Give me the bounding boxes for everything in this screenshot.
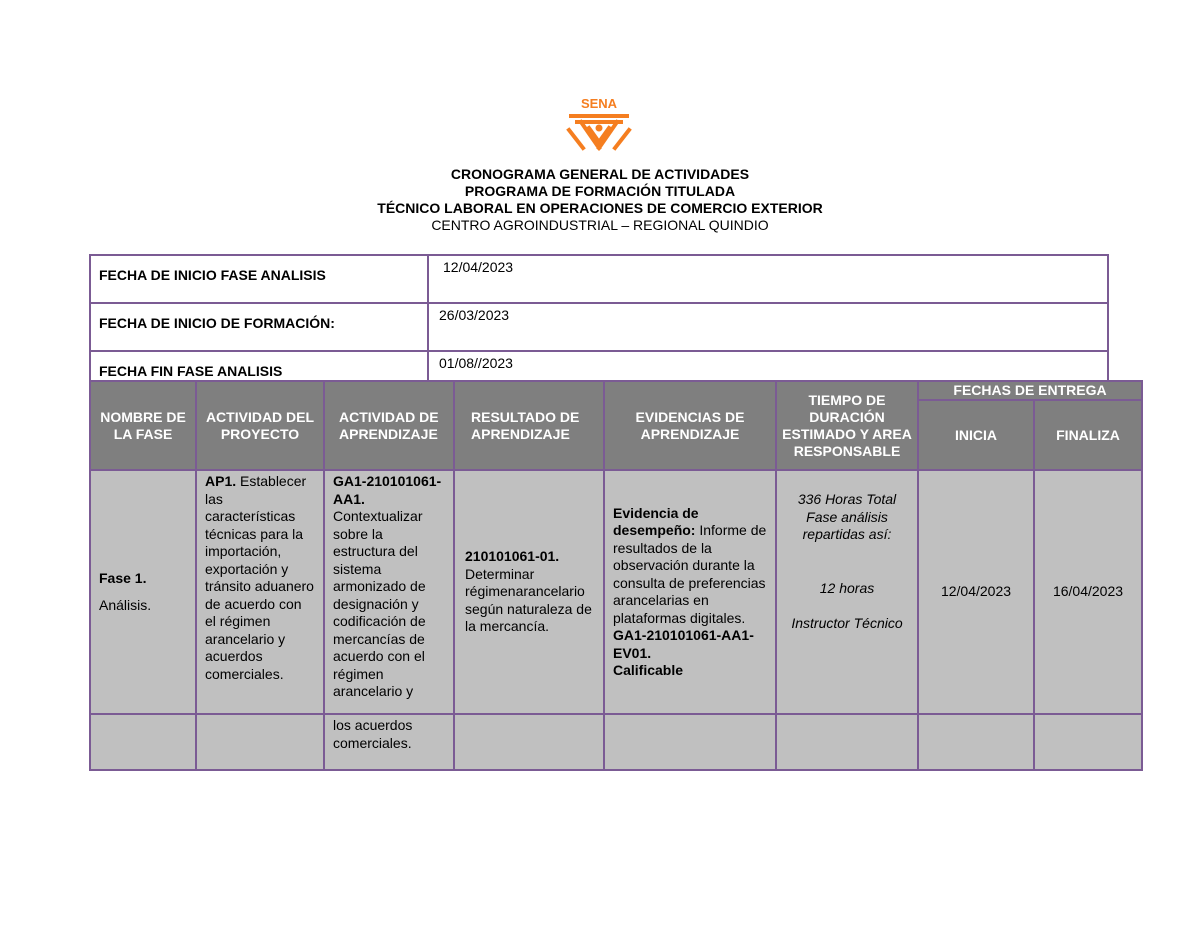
evidencia-calif: Calificable <box>613 662 684 678</box>
header-fase: NOMBRE DE LA FASE <box>90 381 196 470</box>
cell-actividad-aprendizaje-cont: los acuerdos comerciales. <box>324 714 454 770</box>
cell-resultado <box>454 470 604 714</box>
date-value: 01/08//2023 <box>428 351 1108 399</box>
title-line-2: PROGRAMA DE FORMACIÓN TITULADA <box>464 183 736 199</box>
document-title-block <box>0 166 1200 234</box>
cell-actividad-proyecto <box>196 470 324 714</box>
table-row <box>90 470 1142 714</box>
date-label: FECHA DE INICIO DE FORMACIÓN: <box>90 303 428 351</box>
ap-text: Establecer las características técnicas para la importación, exportación y tránsito aduanero de acuerdo con el régimen arancelario y acuerdos comerciales. <box>205 473 314 682</box>
header-inicia: INICIA <box>918 400 1034 470</box>
empty-cell <box>196 714 324 770</box>
empty-cell <box>1034 714 1142 770</box>
resultado-text: Determinar régimenarancelario según naturaleza de la mercancía. <box>465 565 592 635</box>
fase-name: Análisis. <box>99 597 152 613</box>
header-actividad-proyecto: ACTIVIDAD DEL PROYECTO <box>196 381 324 470</box>
header-evidencias: EVIDENCIAS DE APRENDIZAJE <box>604 381 776 470</box>
cell-actividad-aprendizaje <box>324 470 454 714</box>
fase-title: Fase 1. <box>99 569 147 586</box>
date-label: FECHA FIN FASE ANALISIS <box>90 351 428 399</box>
evidencia-code: GA1-210101061-AA1-EV01. <box>613 627 754 661</box>
cell-finaliza: 16/04/2023 <box>1034 470 1142 714</box>
tiempo-horas: 12 horas <box>819 579 875 596</box>
table-row <box>90 714 1142 770</box>
resultado-code: 210101061-01. <box>465 548 560 565</box>
evidencia-text: Informe de resultados de la observación durante la consulta de preferencias arancelarias en plataformas digitales. <box>613 522 767 626</box>
evidencia-title: Evidencia de desempeño: <box>613 504 699 538</box>
cell-evidencias <box>604 470 776 714</box>
sena-logo-text: SENA <box>580 96 618 111</box>
sena-logo <box>563 96 635 152</box>
dates-table <box>89 254 1109 400</box>
date-value: 12/04/2023 <box>428 255 1108 303</box>
header-fechas-entrega: FECHAS DE ENTREGA <box>918 381 1142 400</box>
header-tiempo: TIEMPO DE DURACIÓN ESTIMADO Y AREA RESPONSABLE <box>776 381 918 470</box>
date-value: 26/03/2023 <box>428 303 1108 351</box>
empty-cell <box>604 714 776 770</box>
cell-tiempo <box>776 470 918 714</box>
tiempo-responsable: Instructor Técnico <box>791 615 903 631</box>
tiempo-total: 336 Horas Total Fase análisis repartidas así: <box>797 491 897 542</box>
title-line-4: CENTRO AGROINDUSTRIAL – REGIONAL QUINDIO <box>431 217 769 233</box>
header-actividad-aprendizaje: ACTIVIDAD DE APRENDIZAJE <box>324 381 454 470</box>
title-line-1: CRONOGRAMA GENERAL DE ACTIVIDADES <box>450 166 750 182</box>
title-line-3: TÉCNICO LABORAL EN OPERACIONES DE COMERCIO EXTERIOR <box>377 200 823 216</box>
dates-row <box>90 255 1108 303</box>
date-label: FECHA DE INICIO FASE ANALISIS <box>90 255 428 303</box>
empty-cell <box>90 714 196 770</box>
schedule-table <box>89 380 1143 771</box>
empty-cell <box>918 714 1034 770</box>
header-resultado: RESULTADO DE APRENDIZAJE <box>454 381 604 470</box>
header-finaliza: FINALIZA <box>1034 400 1142 470</box>
dates-row <box>90 303 1108 351</box>
empty-cell <box>454 714 604 770</box>
ap-code: AP1. <box>205 473 237 489</box>
ga-code: GA1-210101061-AA1. <box>333 473 442 507</box>
empty-cell <box>776 714 918 770</box>
ga-text: Contextualizar sobre la estructura del sistema armonizado de designación y codificación de mercancías de acuerdo con el régimen arancelario y <box>333 508 426 699</box>
cell-inicia: 12/04/2023 <box>918 470 1034 714</box>
cell-fase <box>90 470 196 714</box>
